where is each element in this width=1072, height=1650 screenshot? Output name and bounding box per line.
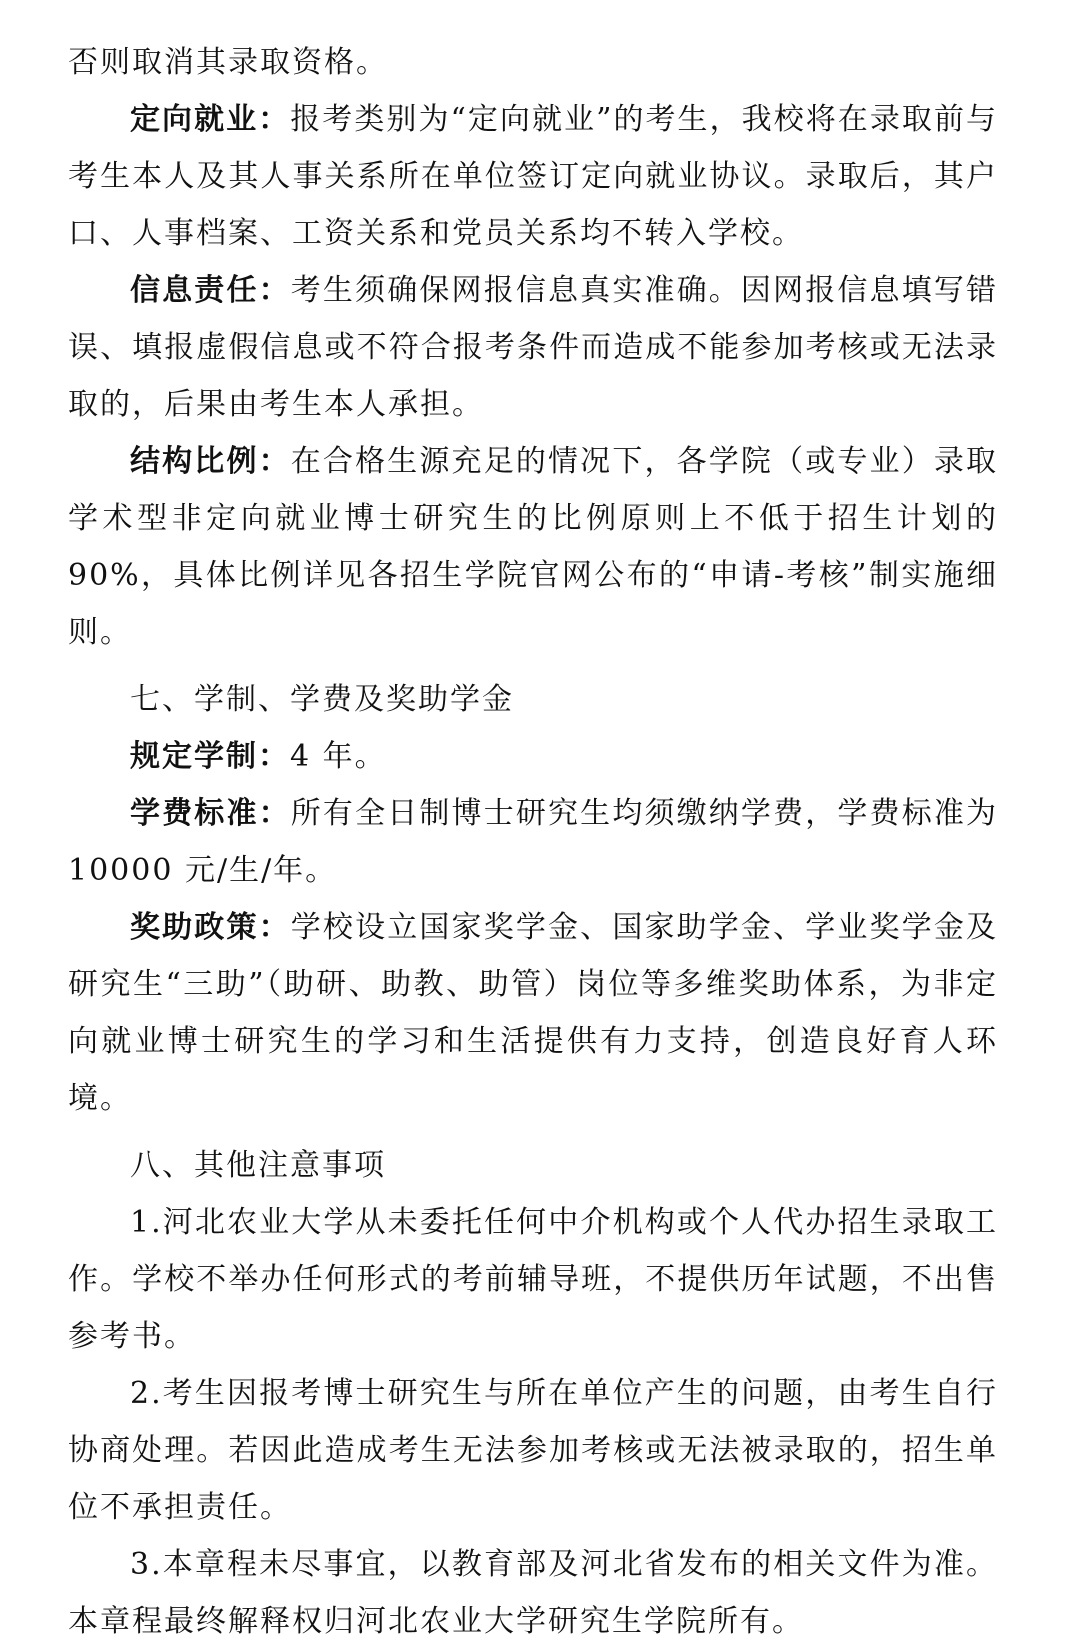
document-page: [68, 0, 998, 1650]
paragraph-directed-employment: [68, 91, 998, 262]
paragraph-label: 奖助政策：: [130, 910, 291, 945]
paragraph-text: 在合格生源充足的情况下，各学院（或专业）录取学术型非定向就业博士研究生的比例原则上不低于招生计划的90%，具体比例详见各招生学院官网公布的“申请-考核”制实施细则。: [68, 444, 999, 650]
paragraph-text: 考生须确保网报信息真实准确。因网报信息填写错误、填报虚假信息或不符合报考条件而造成不能参加考核或无法录取的，后果由考生本人承担。: [68, 273, 999, 422]
paragraph-text: 报考类别为“定向就业”的考生，我校将在录取前与考生本人及其人事关系所在单位签订定向就业协议。录取后，其户口、人事档案、工资关系和党员关系均不转入学校。: [68, 102, 998, 251]
paragraph-text: 学校设立国家奖学金、国家助学金、学业奖学金及研究生“三助”（助研、助教、助管）岗位等多维奖助体系，为非定向就业博士研究生的学习和生活提供有力支持，创造良好育人环境。: [68, 910, 999, 1116]
paragraph-text: 所有全日制博士研究生均须缴纳学费，学费标准为10000 元/生/年。: [68, 796, 999, 888]
paragraph-duration: [68, 728, 998, 785]
paragraph-label: 规定学制：: [130, 739, 290, 774]
paragraph-label: 结构比例：: [130, 444, 291, 479]
notice-item-1: 1.河北农业大学从未委托任何中介机构或个人代办招生录取工作。学校不举办任何形式的考前辅导班，不提供历年试题，不出售参考书。: [68, 1205, 998, 1354]
paragraph-structure-ratio: [68, 433, 998, 661]
paragraph-tuition: [68, 785, 998, 899]
paragraph-continuation: 否则取消其录取资格。: [68, 45, 388, 80]
paragraph-label: 定向就业：: [130, 102, 291, 137]
paragraph-text: 4 年。: [290, 739, 387, 774]
paragraph-info-responsibility: [68, 262, 998, 433]
paragraph-label: 学费标准：: [130, 796, 291, 831]
notice-item-2: 2.考生因报考博士研究生与所在单位产生的问题，由考生自行协商处理。若因此造成考生无法参加考核或无法被录取的，招生单位不承担责任。: [68, 1376, 998, 1525]
section-heading-7: 七、学制、学费及奖助学金: [130, 682, 514, 717]
section-heading-8: 八、其他注意事项: [130, 1148, 386, 1183]
paragraph-label: 信息责任：: [130, 273, 291, 308]
paragraph-financial-aid: [68, 899, 998, 1127]
notice-item-3: 3.本章程未尽事宜，以教育部及河北省发布的相关文件为准。本章程最终解释权归河北农业大学研究生学院所有。: [68, 1547, 998, 1639]
